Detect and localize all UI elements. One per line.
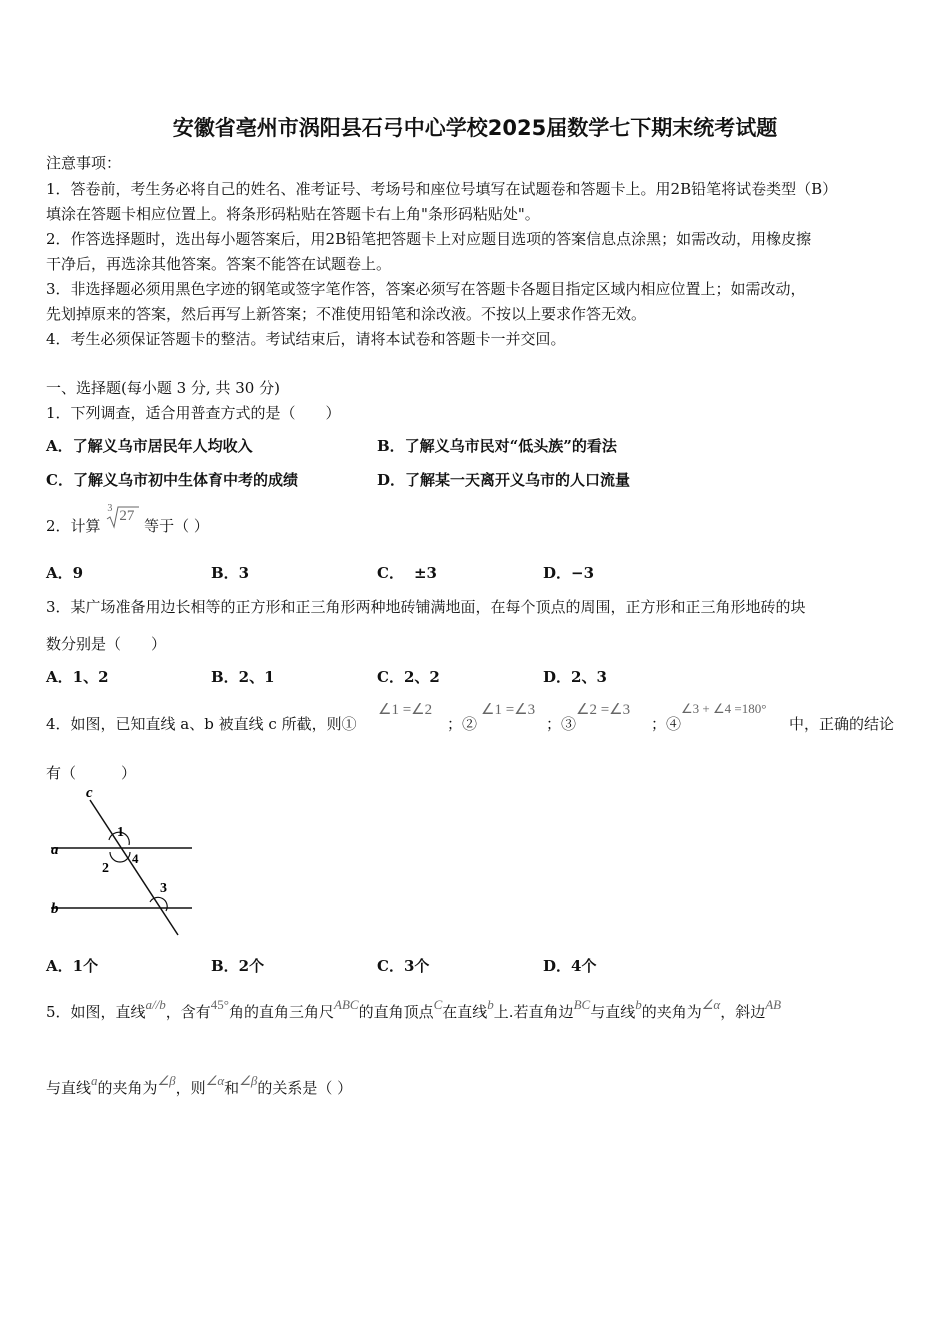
q2-option-d: D．−3 [543,564,595,582]
q5-text: 5．如图，直线 [46,1003,146,1021]
label-c: c [86,790,93,801]
q5-math-bc: BC [573,997,591,1012]
q2-option-b: B．3 [211,564,250,582]
q5-text: 的夹角为 [641,1003,702,1021]
q5-math-b: b [635,997,642,1012]
q2-option-c-label: C． [377,564,404,582]
question-4-stem: 4．如图，已知直线 a、b 被直线 c 所截，则① [46,715,357,733]
q5-text: 的关系是（ ） [257,1079,353,1097]
parallel-lines-figure [46,790,206,940]
q5-math-alpha: ∠α [701,997,721,1012]
q5-text: 与直线 [590,1003,636,1021]
q5-text: 与直线 [46,1079,92,1097]
q5-text: 和 [224,1079,240,1097]
label-a: a [51,842,59,858]
q4-statement-3: ∠2 =∠3 [576,702,631,718]
q3-option-c: C．2、2 [377,668,440,686]
q5-text: 的夹角为 [97,1079,158,1097]
question-5-stem-cont [46,1073,353,1098]
q4-option-b: B．2个 [211,957,265,975]
q1-option-c: C．了解义乌市初中生体育中考的成绩 [46,471,298,489]
q4-option-d: D．4个 [543,957,597,975]
q5-text: ，则 [175,1079,206,1097]
q1-option-b: B．了解义乌市民对“低头族”的看法 [377,437,617,455]
q3-option-a: A．1、2 [46,668,109,686]
notice-line: 4．考生必须保证答题卡的整洁。考试结束后，请将本试卷和答题卡一并交回。 [46,330,566,348]
q1-option-d: D．了解某一天离开义乌市的人口流量 [377,471,631,489]
notice-line: 3．非选择题必须用黑色字迹的钢笔或签字笔作答，答案必须写在答题卡各题目指定区域内相应位置上；如需改动， [46,280,806,298]
q5-math-a-parallel-b: a//b [145,997,166,1012]
notice-line: 填涂在答题卡相应位置上。将条形码粘贴在答题卡右上角"条形码粘贴处"。 [46,205,540,223]
q5-math-c: C [433,997,443,1012]
q4-separator: ；③ [546,715,577,733]
q4-statement-2: ∠1 =∠3 [481,702,536,718]
q5-math-45-degree: 45° [210,997,229,1012]
q5-text: ，含有 [165,1003,211,1021]
label-angle-3: 3 [160,881,167,896]
question-3-stem: 3．某广场准备用边长相等的正方形和正三角形两种地砖铺满地面，在每个顶点的周围，正方形和正三角形地砖的块 [46,598,806,616]
q4-separator: ；② [447,715,478,733]
notice-heading: 注意事项： [46,154,122,172]
q2-text: 2．计算 [46,517,101,535]
q4-option-c: C．3个 [377,957,430,975]
q5-text: 上.若直角边 [493,1003,574,1021]
notice-line: 2．作答选择题时，选出每小题答案后，用2B铅笔把答题卡上对应题目选项的答案信息点涂黑；如需改动，用橡皮擦 [46,230,812,248]
question-2-stem [46,505,209,535]
q4-statement-1: ∠1 =∠2 [378,702,433,718]
notice-line: 干净后，再选涂其他答案。答案不能答在试题卷上。 [46,255,392,273]
q5-text: ，斜边 [720,1003,766,1021]
q1-option-a: A．了解义乌市居民年人均收入 [46,437,253,455]
cube-root-expression [105,505,139,531]
root-index: 3 [107,503,113,514]
question-4-stem-end: 有（ ） [46,764,137,782]
label-b: b [51,901,59,917]
label-angle-2: 2 [102,861,109,876]
q5-math-b: b [487,997,494,1012]
notice-line: 先划掉原来的答案，然后再写上新答案；不准使用铅笔和涂改液。不按以上要求作答无效。 [46,305,647,323]
q4-separator: ；④ [651,715,682,733]
question-1-stem: 1．下列调查，适合用普查方式的是（ ） [46,404,341,422]
q4-statement-4: ∠3 + ∠4 =180° [681,701,767,716]
q2-text-end: 等于（ ） [144,517,209,535]
q5-math-ab: AB [765,997,782,1012]
label-angle-1: 1 [117,825,124,840]
q5-text: 角的直角三角尺 [229,1003,335,1021]
question-4-stem-cont: 中，正确的结论 [789,715,895,733]
question-3-stem-cont: 数分别是（ ） [46,635,167,653]
radicand: 27 [119,508,135,524]
page-title: 安徽省亳州市涡阳县石弓中心学校2025届数学七下期末统考试题 [172,116,778,140]
q5-text: 的直角顶点 [358,1003,434,1021]
q4-option-a: A．1个 [46,957,99,975]
q2-option-a: A．9 [46,564,84,582]
q3-option-b: B．2、1 [211,668,275,686]
label-angle-4: 4 [132,851,139,866]
q5-math-a: a [91,1073,98,1088]
q5-math-alpha: ∠α [205,1073,225,1088]
q5-math-abc: ABC [334,997,359,1012]
notice-line: 1．答卷前，考生务必将自己的姓名、准考证号、考场号和座位号填写在试题卷和答题卡上。用2B铅笔将试卷类型（B） [46,180,838,198]
q3-option-d: D．2、3 [543,668,607,686]
question-5-stem [46,997,782,1022]
q5-math-beta: ∠β [239,1073,258,1088]
q5-text: 在直线 [442,1003,488,1021]
section-heading: 一、选择题(每小题 3 分, 共 30 分) [46,379,280,397]
q2-option-c [377,562,437,583]
q2-option-c-value: ±3 [413,564,437,582]
q5-math-beta: ∠β [157,1073,176,1088]
